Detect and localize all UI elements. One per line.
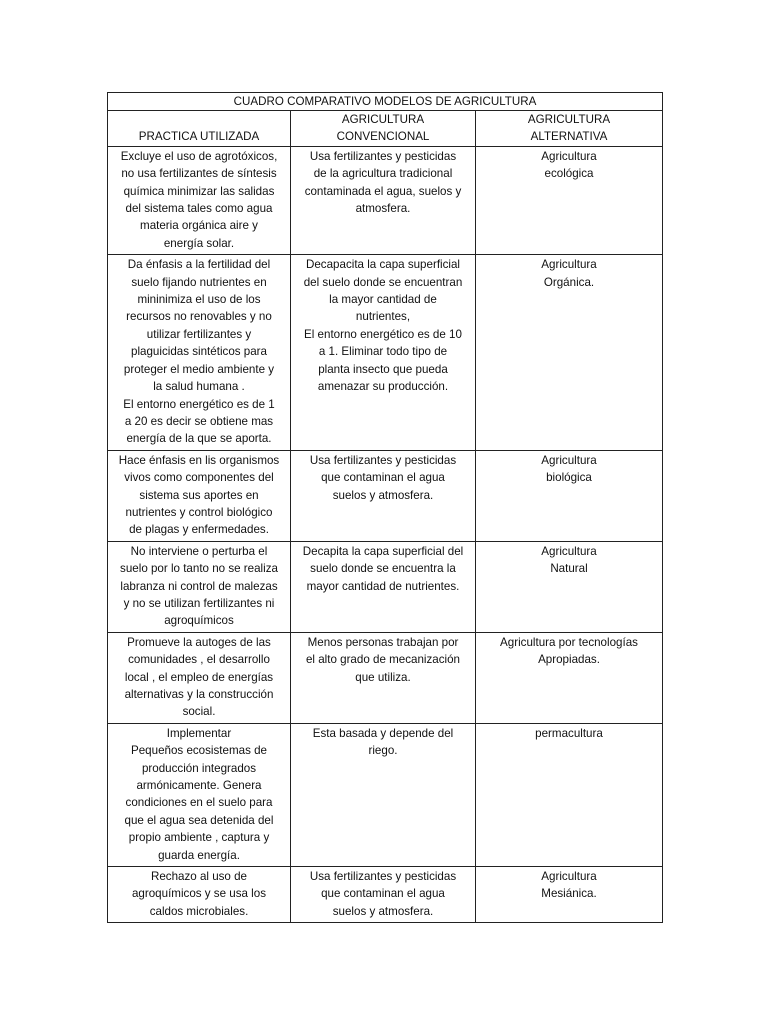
table-row <box>108 723 663 866</box>
cell-convencional: Usa fertilizantes y pesticidas de la agricultura tradicional contaminada el agua, suelos y atmosfera. <box>291 146 476 254</box>
cell-convencional: Usa fertilizantes y pesticidas que contaminan el agua suelos y atmosfera. <box>291 450 476 541</box>
cell-alternativa: Agricultura Natural <box>476 541 663 632</box>
table-row <box>108 632 663 723</box>
comparison-table <box>107 92 663 923</box>
table-row <box>108 450 663 541</box>
table-title-row <box>108 93 663 111</box>
cell-alternativa: Agricultura por tecnologías Apropiadas. <box>476 632 663 723</box>
cell-convencional: Esta basada y depende del riego. <box>291 723 476 866</box>
table-header-row <box>108 111 663 147</box>
header-practica: PRACTICA UTILIZADA <box>108 111 291 147</box>
table-row <box>108 541 663 632</box>
cell-practica: Da énfasis a la fertilidad del suelo fijando nutrientes en mininimiza el uso de los recursos no renovables y no utilizar fertilizantes y plaguicidas sintéticos para proteger el medio ambiente y la salud humana . El entorno energético es de 1 a 20 es decir se obtiene mas energía de la que se aporta. <box>108 255 291 450</box>
cell-alternativa: Agricultura Orgánica. <box>476 255 663 450</box>
cell-practica: Hace énfasis en lis organismos vivos como componentes del sistema sus aportes en nutrientes y control biológico de plagas y enfermedades. <box>108 450 291 541</box>
cell-convencional: Decapacita la capa superficial del suelo donde se encuentran la mayor cantidad de nutrientes, El entorno energético es de 10 a 1. Eliminar todo tipo de planta insecto que pueda amenazar su producción. <box>291 255 476 450</box>
table-title: CUADRO COMPARATIVO MODELOS DE AGRICULTURA <box>108 93 663 111</box>
cell-alternativa: Agricultura biológica <box>476 450 663 541</box>
cell-convencional: Menos personas trabajan por el alto grado de mecanización que utiliza. <box>291 632 476 723</box>
table-row <box>108 255 663 450</box>
cell-practica: Excluye el uso de agrotóxicos, no usa fertilizantes de síntesis química minimizar las salidas del sistema tales como agua materia orgánica aire y energía solar. <box>108 146 291 254</box>
cell-convencional: Usa fertilizantes y pesticidas que contaminan el agua suelos y atmosfera. <box>291 867 476 923</box>
cell-alternativa: Agricultura ecológica <box>476 146 663 254</box>
table-row <box>108 146 663 254</box>
header-alternativa: AGRICULTURA ALTERNATIVA <box>476 111 663 147</box>
cell-alternativa: Agricultura Mesiánica. <box>476 867 663 923</box>
cell-practica: Implementar Pequeños ecosistemas de producción integrados armónicamente. Genera condiciones en el suelo para que el agua sea detenida del propio ambiente , captura y guarda energía. <box>108 723 291 866</box>
cell-practica: No interviene o perturba el suelo por lo tanto no se realiza labranza ni control de malezas y no se utilizan fertilizantes ni agroquímicos <box>108 541 291 632</box>
cell-alternativa: permacultura <box>476 723 663 866</box>
cell-practica: Rechazo al uso de agroquímicos y se usa los caldos microbiales. <box>108 867 291 923</box>
cell-convencional: Decapita la capa superficial del suelo donde se encuentra la mayor cantidad de nutrientes. <box>291 541 476 632</box>
table-row <box>108 867 663 923</box>
cell-practica: Promueve la autoges de las comunidades , el desarrollo local , el empleo de energías alternativas y la construcción social. <box>108 632 291 723</box>
header-convencional: AGRICULTURA CONVENCIONAL <box>291 111 476 147</box>
